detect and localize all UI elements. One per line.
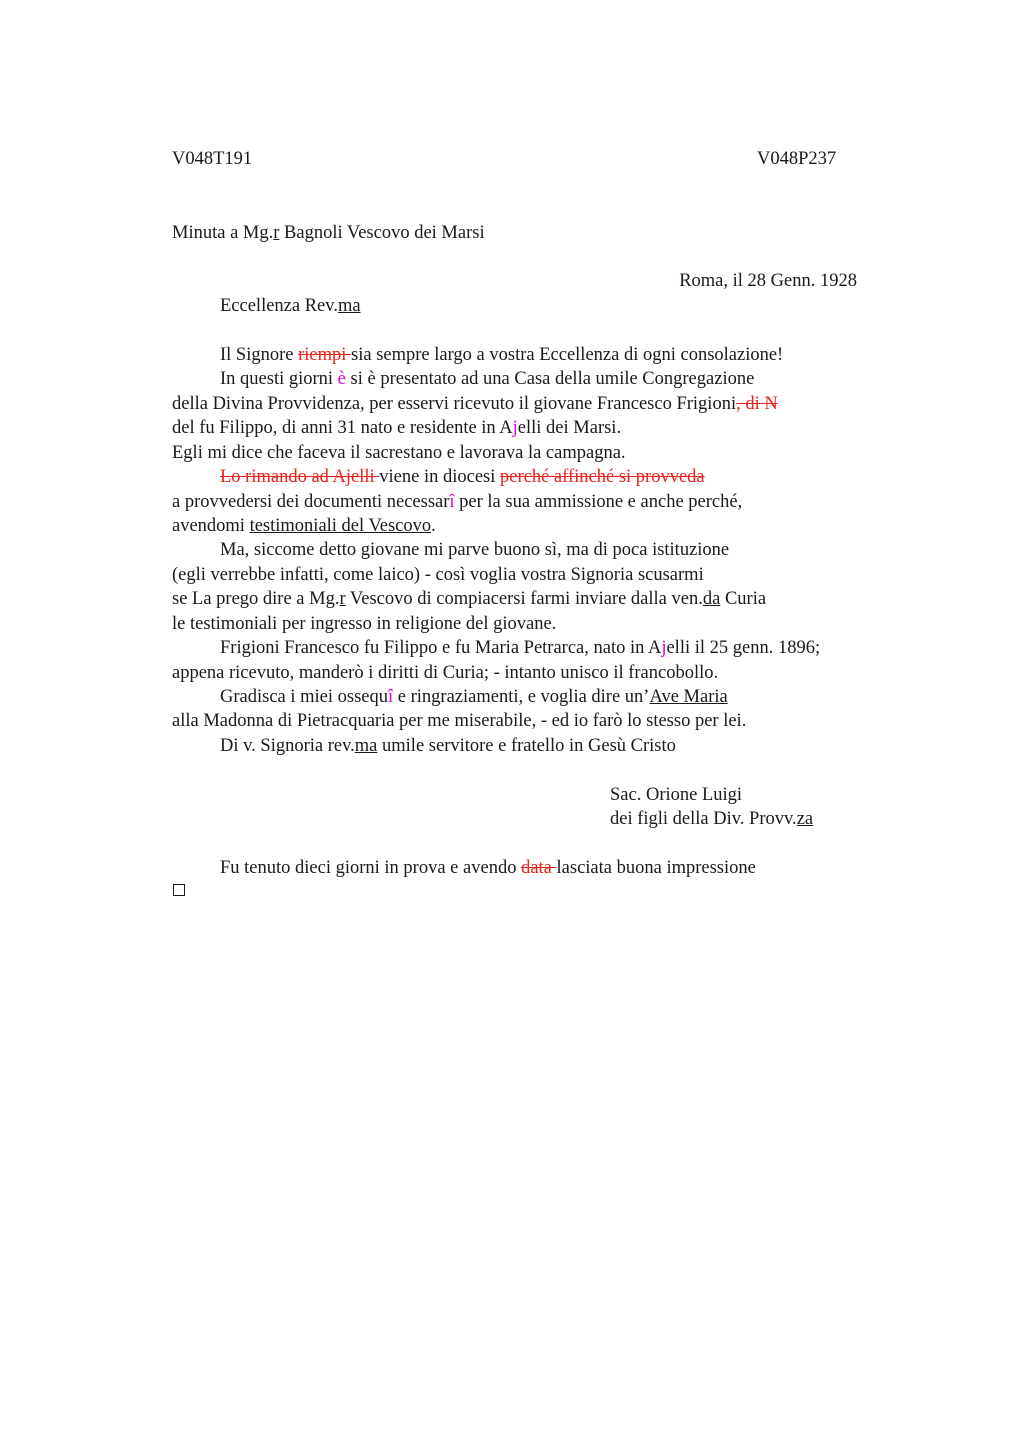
text-run: Vescovo di compiacersi farmi inviare dalla ven. — [345, 589, 703, 609]
underlined-text: ma — [354, 736, 378, 756]
body-line-8 — [172, 517, 436, 536]
letter-date: Roma, il 28 Genn. 1928 — [679, 271, 857, 291]
signature-affiliation — [610, 810, 813, 829]
text-run: sia sempre largo a vostra Eccellenza di ogni consolazione! — [351, 345, 784, 365]
body-line-3 — [172, 395, 778, 414]
text-run: viene in diocesi — [379, 467, 501, 487]
deleted-text: data — [521, 858, 557, 878]
text-run: a provvedersi dei documenti necessar — [172, 492, 450, 512]
underlined-text: testimoniali del Vescovo — [249, 516, 432, 536]
appended-note — [220, 859, 756, 878]
text-run: Il Signore — [220, 345, 299, 365]
text-run: . — [431, 516, 436, 536]
inserted-text: j — [661, 638, 667, 658]
text-run: Di v. Signoria rev. — [220, 736, 355, 756]
text-run: Gradisca i miei ossequ — [220, 687, 388, 707]
text-run: per la sua ammissione e anche perché, — [454, 492, 743, 512]
text-run: del fu Filippo, di anni 31 nato e residente in A — [172, 418, 513, 438]
body-line-14: appena ricevuto, manderò i diritti di Curia; - intanto unisco il francobollo. — [172, 663, 719, 683]
title-prefix: Minuta a Mg. — [172, 223, 274, 243]
salutation — [220, 297, 361, 316]
salutation-superscript: ma — [337, 296, 361, 316]
text-run: Fu tenuto dieci giorni in prova e avendo — [220, 858, 522, 878]
deleted-text: Lo rimando ad Ajelli — [220, 467, 380, 487]
text-run: In questi giorni — [220, 369, 338, 389]
document-code-right: V048P237 — [757, 149, 837, 169]
body-line-9: Ma, siccome detto giovane mi parve buono sì, ma di poca istituzione — [220, 540, 730, 560]
text-run: della Divina Provvidenza, per esservi ricevuto il giovane Francesco Frigioni — [172, 394, 737, 414]
underlined-text: Ave Maria — [649, 687, 728, 707]
document-code-left: V048T191 — [172, 149, 253, 169]
body-line-11 — [172, 590, 766, 609]
salutation-text: Eccellenza Rev. — [220, 296, 338, 316]
text-run: se La prego dire a Mg. — [172, 589, 340, 609]
text-run: lasciata buona impressione — [556, 858, 756, 878]
body-line-13 — [220, 639, 820, 658]
body-line-16: alla Madonna di Pietracquaria per me miserabile, - ed io farò lo stesso per lei. — [172, 711, 747, 731]
body-line-2 — [220, 370, 754, 389]
body-line-5: Egli mi dice che faceva il sacrestano e lavorava la campagna. — [172, 443, 626, 463]
body-line-15 — [220, 688, 728, 707]
underlined-text: r — [339, 589, 346, 609]
text-run: Curia — [720, 589, 767, 609]
text-run: e ringraziamenti, e voglia dire un’ — [393, 687, 650, 707]
text-run: dei figli della Div. Provv. — [610, 809, 797, 829]
deleted-text: perché affinché si provveda — [500, 467, 705, 487]
signature-name: Sac. Orione Luigi — [610, 785, 743, 805]
inserted-text: î — [388, 687, 394, 707]
document-title — [172, 224, 485, 243]
inserted-text: î — [449, 492, 455, 512]
body-line-17 — [220, 737, 676, 756]
deleted-text: , di N — [736, 394, 778, 414]
text-run: umile servitore e fratello in Gesù Cristo — [377, 736, 676, 756]
body-line-4 — [172, 419, 621, 438]
text-run: elli il 25 genn. 1896; — [666, 638, 821, 658]
text-run: si è presentato ad una Casa della umile Congregazione — [345, 369, 755, 389]
underlined-text: za — [796, 809, 814, 829]
inserted-text: è — [337, 369, 346, 389]
body-line-7 — [172, 493, 742, 512]
deleted-text: riempi — [298, 345, 352, 365]
underlined-text: da — [702, 589, 721, 609]
body-line-10: (egli verrebbe infatti, come laico) - così voglia vostra Signoria scusarmi — [172, 565, 704, 585]
title-superscript: r — [273, 223, 280, 243]
text-run: avendomi — [172, 516, 250, 536]
end-marker-icon — [173, 884, 185, 896]
title-rest: Bagnoli Vescovo dei Marsi — [279, 223, 485, 243]
body-line-1 — [220, 346, 783, 365]
text-run: Frigioni Francesco fu Filippo e fu Maria Petrarca, nato in A — [220, 638, 662, 658]
body-line-12: le testimoniali per ingresso in religione del giovane. — [172, 614, 557, 634]
text-run: elli dei Marsi. — [517, 418, 622, 438]
inserted-text: j — [512, 418, 518, 438]
body-line-6 — [220, 468, 705, 487]
